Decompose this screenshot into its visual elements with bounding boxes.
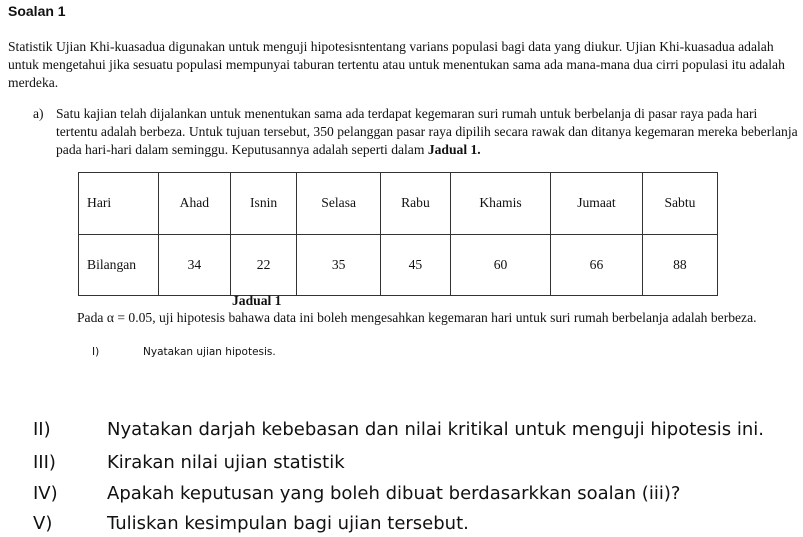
intro-paragraph: Statistik Ujian Khi-kuasadua digunakan untuk menguji hipotesisntentang varians populasi bagi data yang diukur. Ujian Khi-kuasadua adalah untuk mengetahui jika sesuatu populasi mempunyai taburan tertentu atau untuk menentukan sama ada mana-mana dua cirri populasi itu adalah merdeka. xyxy=(8,39,785,90)
hypothesis-statement: Pada α = 0.05, uji hipotesis bahawa data ini boleh mengesahkan kegemaran hari untuk suri rumah berbelanja adalah berbeza. xyxy=(77,310,757,325)
part-a xyxy=(33,105,798,159)
question-text: Apakah keputusan yang boleh dibuat berdasarkkan soalan (iii)? xyxy=(107,483,681,504)
table-cell: 60 xyxy=(450,234,550,296)
table-cell: 45 xyxy=(380,234,450,296)
table-cell: Sabtu xyxy=(642,173,717,235)
table-reference: Jadual 1. xyxy=(427,142,481,157)
question-title: Soalan 1 xyxy=(8,3,66,19)
table-row xyxy=(79,234,718,296)
question-text: Kirakan nilai ujian statistik xyxy=(107,452,345,473)
table-cell: 88 xyxy=(642,234,717,296)
question-text: Nyatakan darjah kebebasan dan nilai kritikal untuk menguji hipotesis ini. xyxy=(107,419,764,440)
table-cell: Isnin xyxy=(230,173,297,235)
table-header-row xyxy=(79,173,718,235)
table-cell: 34 xyxy=(159,234,231,296)
question-text: Nyatakan ujian hipotesis. xyxy=(143,346,276,358)
table-cell: Ahad xyxy=(159,173,231,235)
table-cell: 66 xyxy=(551,234,643,296)
table-cell: Jumaat xyxy=(551,173,643,235)
data-table xyxy=(78,172,718,296)
part-a-text: Satu kajian telah dijalankan untuk menentukan sama ada terdapat kegemaran suri rumah untuk berbelanja di pasar raya pada hari tertentu adalah berbeza. Untuk tujuan tersebut, 350 pelanggan pasar raya dipilih secara rawak dan ditanya kegemaran mereka beberlanja pada hari-hari dalam seminggu. Keputusannya adalah seperti dalam xyxy=(56,106,798,157)
table-cell: Bilangan xyxy=(79,234,159,296)
table-caption: Jadual 1 xyxy=(232,293,282,308)
table-cell: 35 xyxy=(297,234,380,296)
table-cell: Khamis xyxy=(450,173,550,235)
question-number: III) xyxy=(33,452,56,473)
question-text: Tuliskan kesimpulan bagi ujian tersebut. xyxy=(107,513,469,534)
question-number: I) xyxy=(92,346,100,358)
table-cell: Hari xyxy=(79,173,159,235)
table-cell: Selasa xyxy=(297,173,380,235)
part-a-label: a) xyxy=(33,106,44,121)
question-number: IV) xyxy=(33,483,58,504)
table-cell: Rabu xyxy=(380,173,450,235)
table-cell: 22 xyxy=(230,234,297,296)
question-number: II) xyxy=(33,419,51,440)
question-number: V) xyxy=(33,513,53,534)
